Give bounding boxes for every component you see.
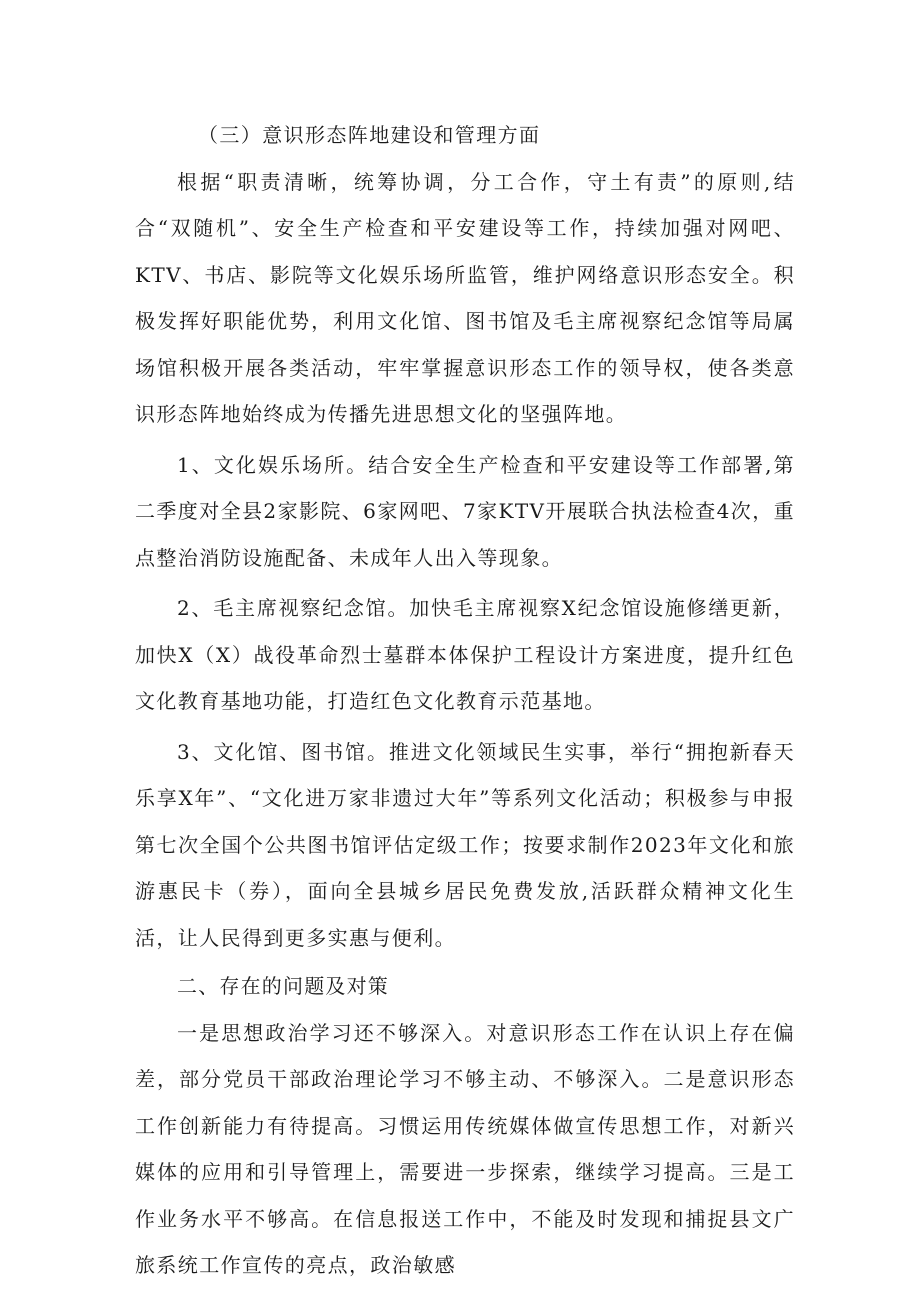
paragraph-principles: 根据“职责清晰，统筹协调，分工合作，守土有责”的原则,结合“双随机”、安全生产检查和平安建设等工作，持续加强对网吧、KTV、书店、影院等文化娱乐场所监管，维护网络意识形态安全。积极发挥好职能优势，利用文化馆、图书馆及毛主席视察纪念馆等局属场馆积极开展各类活动，牢牢掌握意识形态工作的领导权，使各类意识形态阵地始终成为传播先进思想文化的坚强阵地。 (135, 169, 795, 426)
document-body (135, 112, 795, 1289)
paragraph-culture-library: 3、文化馆、图书馆。推进文化领域民生实事，举行“拥抱新春天乐享X年”、“文化进万家非遗过大年”等系列文化活动；积极参与申报第七次全国个公共图书馆评估定级工作；按要求制作2023年文化和旅游惠民卡（券），面向全县城乡居民免费发放,活跃群众精神文化生活，让人民得到更多实惠与便利。 (135, 739, 795, 950)
section-heading: 二、存在的问题及对策 (177, 974, 389, 998)
paragraph-entertainment-venues: 1、文化娱乐场所。结合安全生产检查和平安建设等工作部署,第二季度对全县2家影院、6家网吧、7家KTV开展联合执法检查4次，重点整治消防设施配备、未成年人出入等现象。 (135, 452, 795, 570)
subsection-heading: （三）意识形态阵地建设和管理方面 (198, 123, 541, 147)
paragraph-problems: 一是思想政治学习还不够深入。对意识形态工作在认识上存在偏差，部分党员干部政治理论学习不够主动、不够深入。二是意识形态工作创新能力有待提高。习惯运用传统媒体做宣传思想工作，对新兴媒体的应用和引导管理上，需要进一步探索，继续学习提高。三是工作业务水平不够高。在信息报送工作中，不能及时发现和捕捉县文广旅系统工作宣传的亮点，政治敏感 (135, 1020, 795, 1277)
paragraph-memorial-hall: 2、毛主席视察纪念馆。加快毛主席视察X纪念馆设施修缮更新，加快X（X）战役革命烈士墓群本体保护工程设计方案进度，提升红色文化教育基地功能，打造红色文化教育示范基地。 (135, 596, 795, 713)
